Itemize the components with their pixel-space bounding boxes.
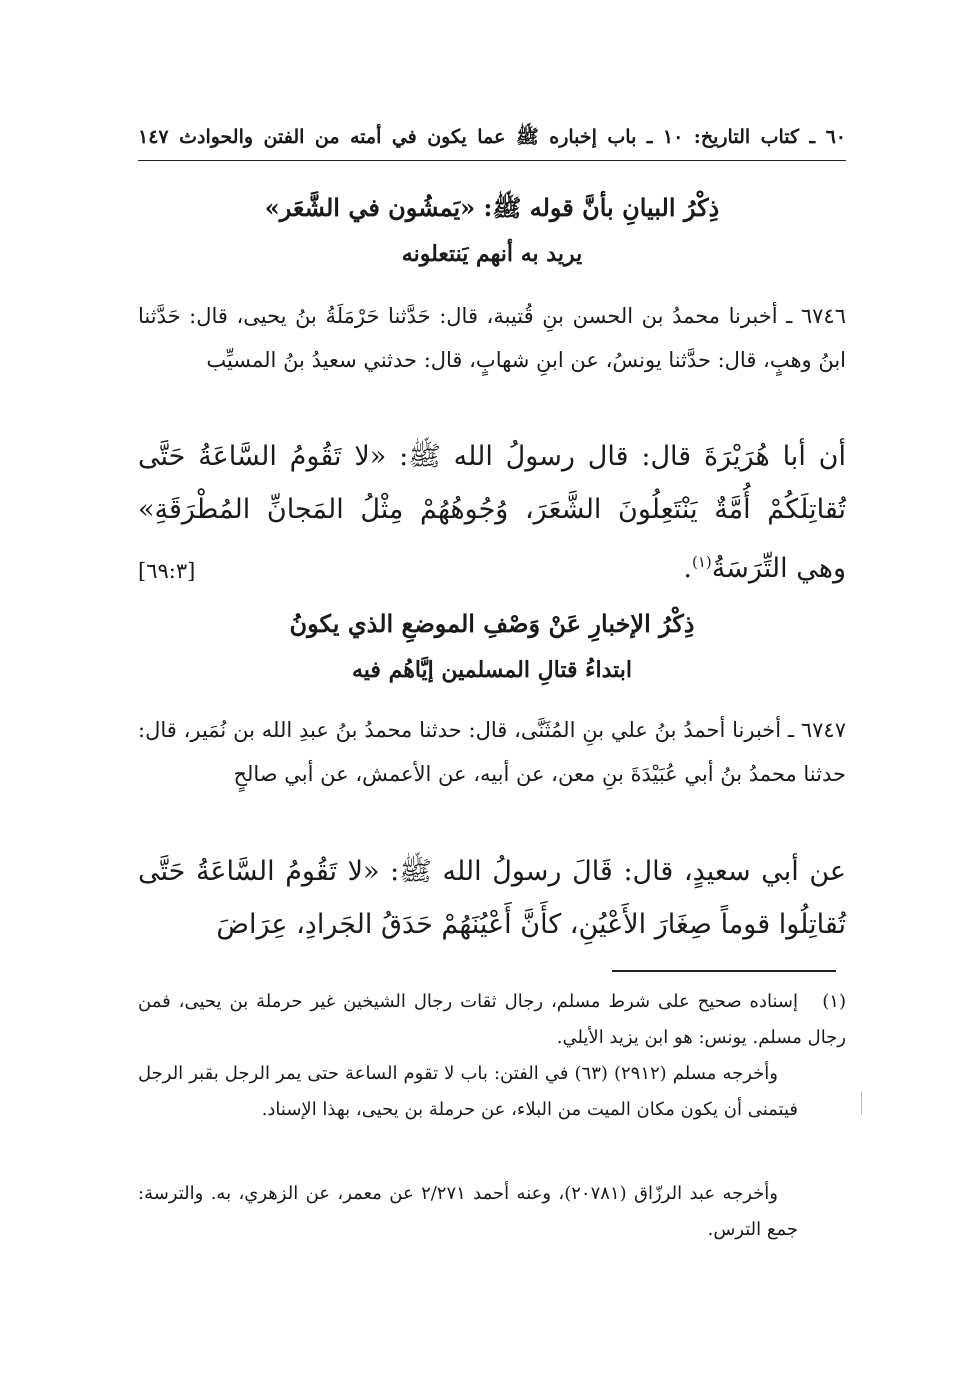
hadith-6746-matn-text: أن أبا هُرَيْرَةَ قال: قال رسولُ الله ﷺ: «لا تَقُومُ السَّاعَةُ حَتَّى تُقاتِلَكُمْ أُمَّةٌ يَنْتَعِلُونَ الشَّعَرَ، وُجُوهُهُمْ مِثْلُ المَجانِّ المُطْرَقَةِ» وهي التِّرَسَةُ <box>138 441 846 584</box>
header-rule <box>138 160 846 161</box>
section-subtitle-2: ابتداءُ قتالِ المسلمين إيَّاهُم فيه <box>351 657 633 683</box>
footnote-1-paragraph-2: وأخرجه مسلم (٢٩١٢) (٦٣) في الفتن: باب لا تقوم الساعة حتى يمر الرجل بقبر الرجل فيتمنى أن يكون مكان الميت من البلاء، عن حرملة بن يحيى، بهذا الإسناد. <box>138 1063 798 1120</box>
footnote-marker[interactable]: (١) <box>691 553 712 571</box>
hadith-6747-matn: عن أبي سعيدٍ، قال: قَالَ رسولُ الله ﷺ: «لا تَقُومُ السَّاعَةُ حَتَّى تُقاتِلُوا قوماً صِغَارَ الأَعْيُنِ، كأَنَّ أَعْيُنَهُمْ حَدَقُ الجَرادِ، عِرَاضَ <box>138 856 846 940</box>
section-subtitle-1: يريد به أنهم يَنتعلونه <box>401 241 583 267</box>
footnote-number: (١) <box>822 991 846 1012</box>
hadith-6746-isnad: ٦٧٤٦ ـ أخبرنا محمدُ بن الحسن بنِ قُتيبة، قال: حَدَّثنا حَرْمَلَةُ بنُ يحيى، قال: حَدَّثنا ابنُ وهبٍ، قال: حدَّثنا يونسُ، عن ابنِ شهابٍ، قال: حدثني سعيدُ بنُ المسيِّب <box>138 304 846 372</box>
hadith-6746-matn-end: . <box>683 553 692 584</box>
hadith-6746-matn <box>138 430 846 595</box>
footnote-rule <box>612 970 836 972</box>
source-reference: [٦٩:٣] <box>138 559 196 583</box>
hadith-6747-isnad: ٦٧٤٧ ـ أخبرنا أحمدُ بنُ علي بنِ المُثَنَّى، قال: حدثنا محمدُ بنُ عبدِ الله بن نُمَير، قال: حدثنا محمدُ بنُ أبي عُبَيْدَةَ بنِ معن، عن أبيه، عن الأعمش، عن أبي صالحٍ <box>138 718 846 786</box>
running-head: ٦٠ ـ كتاب التاريخ: ١٠ ـ باب إخباره ﷺ عما يكون في أمته من الفتن والحوادث ١٤٧ <box>138 126 846 148</box>
footnote-1-paragraph-3: وأخرجه عبد الرزّاق (٢٠٧٨١)، وعنه أحمد ٢/٢٧١ عن معمر، عن الزهري، به. والترسة: جمع الترس. <box>138 1183 798 1240</box>
footnote-text: إسناده صحيح على شرط مسلم، رجال ثقات رجال الشيخين غير حرملة بن يحيى، فمن رجال مسلم. يونس: هو ابن يزيد الأيلي. <box>138 991 846 1048</box>
section-title-1: ذِكْرُ البيانِ بأنَّ قوله ﷺ: «يَمشُون في الشَّعَر» <box>264 193 720 222</box>
section-title-2: ذِكْرُ الإخبارِ عَنْ وَصْفِ الموضعِ الذي يكونُ <box>289 609 695 638</box>
footnote-1-first <box>138 984 846 1056</box>
scan-margin-mark <box>861 1092 862 1114</box>
